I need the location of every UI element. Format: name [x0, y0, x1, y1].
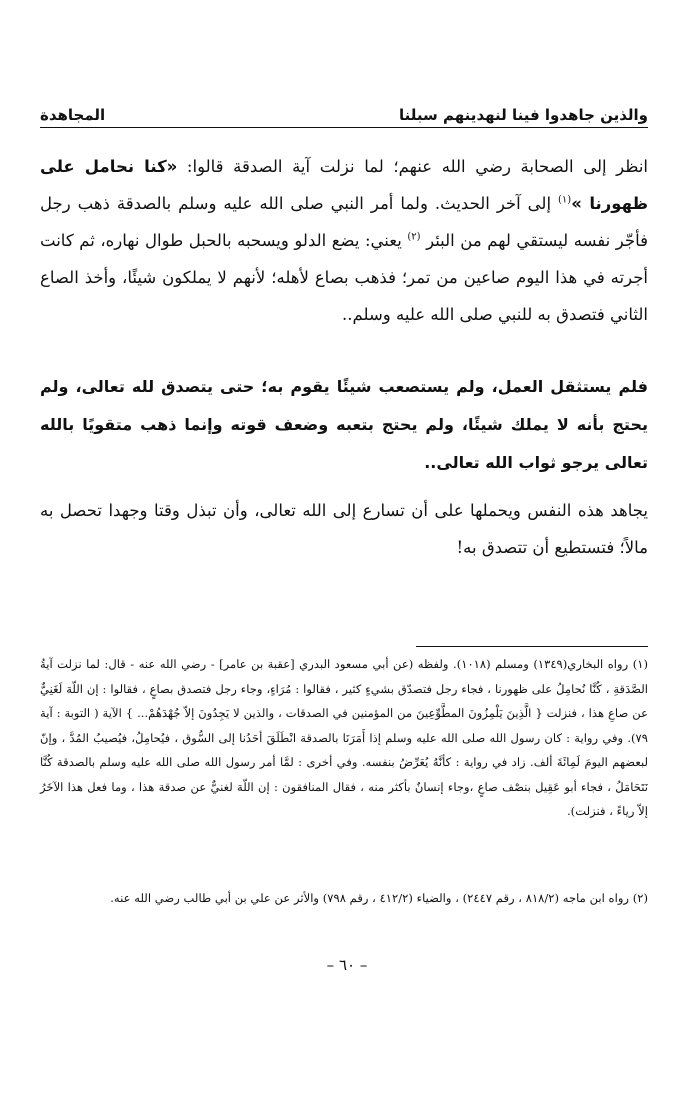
header-section: المجاهدة	[40, 106, 106, 124]
footnote-2: (٢) رواه ابن ماجه (٨١٨/٢ ، رقم ٢٤٤٧) ، والضياء (٤١٢/٢ ، رقم ٧٩٨) والأثر عن علي بن أبي طالب رضي الله عنه.	[110, 891, 648, 905]
quoted-hadith: «كنا نحامل على ظهورنا »	[40, 157, 648, 213]
footnote-ref-1[interactable]: (١)	[558, 194, 572, 206]
footnote-ref-2[interactable]: (٢)	[407, 231, 421, 243]
header-title: والذين جاهدوا فينا لنهدينهم سبلنا	[399, 106, 648, 124]
paragraph-1-text-b: إلى آخر الحديث. ولما أمر النبي صلى الله عليه وسلم بالصدقة ذهب رجل فأجّر نفسه ليستقي لهم من البئر	[40, 194, 648, 250]
paragraph-1-text-a: انظر إلى الصحابة رضي الله عنهم؛ لما نزلت آية الصدقة قالوا:	[177, 157, 648, 176]
footnote-1: (١) رواه البخاري(١٣٤٩) ومسلم (١٠١٨). ولفظه (عن أبي مسعود البدري [عقبة بن عامر] - رضي الله عنه - قال: لما نزلت آيةُ الصَّدَقةِ ، كُنَّا نُحامِلُ على ظهورنا ، فجاء رجل فتصدّق بشيءٍ كثير ، فقالوا : مُرَاءٍ، وجاء رجل فتصدق بصاعٍ ، فقالوا : إن اللّهَ لَغَنِيٌّ عن صاعِ هذا ، فنزلت { الَّذِينَ يَلْمِزُونَ المطَّوِّعِينَ من المؤمنين في الصدقات ، والذين لا يَجِدُونَ إلاّ جُهْدَهُمْ... } الآية ( التوبة : آية ٧٩). وفي رواية : كان رسول الله صلى الله عليه وسلم إذا أَمَرَنَا بالصدقة انْطَلَقَ أحَدُنا إلى السُّوق ، فيُحامِلُ، فيُصيبُ المُدَّ ، وإنّ لبعضهم اليومَ لَمِائَةَ ألف. زاد في رواية : كأنَّهُ يُعَرِّضُ بنفسه. وفي أخرى : لمَّا أمر رسول الله صلى الله عليه وسلم بالصدقة كُنَّا نَتَحَامَلُ ، فجاء أبو عَقِيل بنصْف صاعٍ ،وجاء إنسانٌ بأكثر منه ، فقال المنافقون : إن اللّهَ لغنيٌّ عن صدقة هذا ، وما فعل هذا الآخَرُ إلاّ رياءً ، فنزلت).	[40, 657, 648, 818]
paragraph-3: يجاهد هذه النفس ويحملها على أن تسارع إلى الله تعالى، وأن تبذل وقتا وجهدا تحصل به مالاً؛ فتستطيع أن تتصدق به!	[40, 501, 648, 557]
running-header	[40, 96, 648, 128]
paragraph-2-bold: فلم يستثقل العمل، ولم يستصعب شيئًا يقوم به؛ حتى يتصدق لله تعالى، ولم يحتج بأنه لا يملك شيئًا، ولم يحتج بتعبه وضعف قوته وإنما ذهب متقويًا بالله تعالى يرجو ثواب الله تعالى..	[40, 377, 648, 472]
page-number: – ٦٠ –	[326, 956, 368, 974]
paragraph-1-text-c: يعني: يضع الدلو ويسحبه بالحبل طوال نهاره، ثم كانت أجرته في هذا اليوم صاعين من تمر؛ فذهب بصاع لأهله؛ لأنهم لا يملكون شيئًا، وأخذ الصاع الثاني فتصدق به للنبي صلى الله عليه وسلم..	[40, 231, 648, 324]
paragraph-1	[40, 148, 648, 333]
footnote-separator	[416, 646, 648, 647]
